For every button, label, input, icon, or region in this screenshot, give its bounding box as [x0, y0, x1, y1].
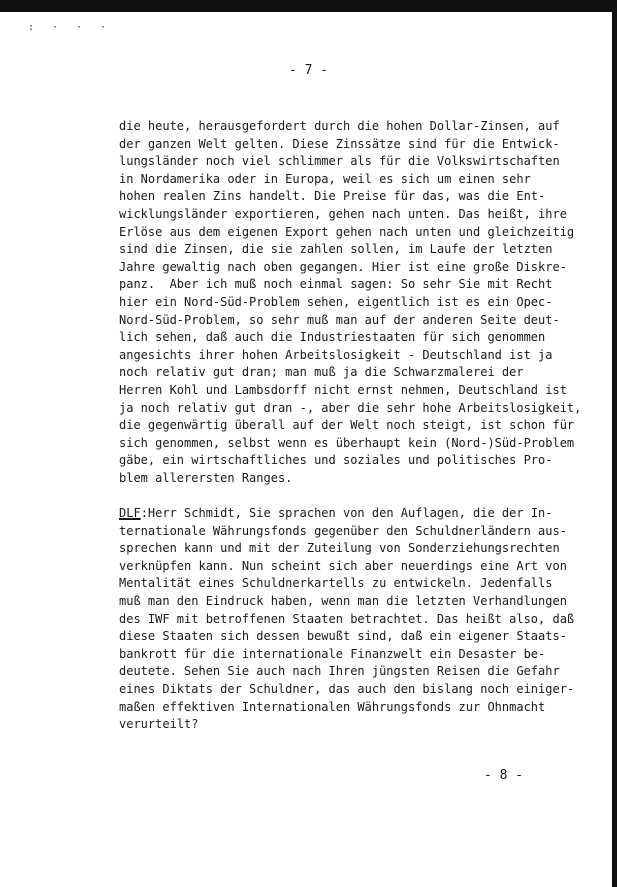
text-line: die gegenwärtig überall auf der Welt noch steigt, ist schon für	[119, 418, 575, 433]
text-line: ternationale Währungsfonds gegenüber den Schuldnerländern aus-	[119, 523, 567, 538]
text-line: Nord-Süd-Problem, so sehr muß man auf der anderen Seite deut-	[119, 312, 560, 327]
text-line: Herren Kohl und Lambsdorff nicht ernst nehmen, Deutschland ist	[119, 382, 567, 397]
text-line: hier ein Nord-Süd-Problem sehen, eigentlich ist es ein Opec-	[119, 294, 553, 309]
text-line: sich genommen, selbst wenn es überhaupt kein (Nord-)Süd-Problem	[119, 435, 575, 450]
text-line: diese Staaten sich dessen bewußt sind, daß ein eigener Staats-	[119, 629, 567, 644]
text-line: verurteilt?	[119, 717, 199, 732]
speaker-label: DLF	[119, 506, 141, 520]
text-line: lich sehen, daß auch die Industriestaaten für sich genommen	[119, 330, 546, 345]
text-line: noch relativ gut dran; man muß ja die Schwarzmalerei der	[119, 365, 524, 380]
text-line: die heute, herausgefordert durch die hohen Dollar-Zinsen, auf	[119, 119, 560, 133]
text-line: des IWF mit betroffenen Staaten betrachtet. Das heißt also, daß	[119, 611, 575, 626]
text-line: ja noch relativ gut dran -, aber die sehr hohe Arbeitslosigkeit,	[119, 400, 582, 415]
text-line: maßen effektiven Internationalen Währungsfonds zur Ohnmacht	[119, 699, 546, 714]
text-line: deutete. Sehen Sie auch nach Ihren jüngsten Reisen die Gefahr	[119, 664, 560, 679]
text-line: Mentalität eines Schuldnerkartells zu entwickeln. Jedenfalls	[119, 576, 553, 591]
text-line: bankrott für die internationale Finanzwelt ein Desaster be-	[119, 646, 546, 661]
paragraph-question	[119, 505, 579, 734]
text-line: lungsländer noch viel schlimmer als für die Volkswirtschaften	[119, 154, 560, 169]
next-page-marker: - 8 -	[484, 768, 524, 783]
text-line: wicklungsländer exportieren, gehen nach unten. Das heißt, ihre	[119, 206, 567, 221]
text-line: blem allerersten Ranges.	[119, 470, 293, 485]
text-line: eines Diktats der Schuldner, das auch den bislang noch einiger-	[119, 681, 575, 696]
text-line: angesichts ihrer hohen Arbeitslosigkeit - Deutschland ist ja	[119, 347, 553, 362]
text-line: sprechen kann und mit der Zuteilung von Sonderziehungsrechten	[119, 541, 560, 556]
paragraph-answer	[119, 118, 582, 487]
scan-border-right	[612, 0, 617, 887]
text-line-rest: :Herr Schmidt, Sie sprachen von den Auflagen, die der In-	[140, 506, 553, 520]
text-line: hohen realen Zins handelt. Die Preise für das, was die Ent-	[119, 189, 546, 204]
text-line: Erlöse aus dem eigenen Export gehen nach unten und gleichzeitig	[119, 224, 575, 239]
scan-border-top	[0, 0, 617, 12]
corner-marks: : · · ·	[28, 22, 113, 33]
text-line: verknüpfen kann. Nun scheint sich aber neuerdings eine Art von	[119, 558, 567, 573]
text-line: Jahre gewaltig nach oben gegangen. Hier ist eine große Diskre-	[119, 259, 567, 274]
text-line: gäbe, ein wirtschaftliches und soziales und politisches Pro-	[119, 453, 553, 468]
text-line: der ganzen Welt gelten. Diese Zinssätze sind für die Entwick-	[119, 136, 560, 151]
page-number: - 7 -	[288, 63, 329, 78]
text-line	[119, 505, 579, 523]
text-line: in Nordamerika oder in Europa, weil es sich um einen sehr	[119, 171, 531, 186]
text-line: panz. Aber ich muß noch einmal sagen: So sehr Sie mit Recht	[119, 277, 553, 292]
text-line: sind die Zinsen, die sie zahlen sollen, im Laufe der letzten	[119, 242, 553, 257]
text-line: muß man den Eindruck haben, wenn man die letzten Verhandlungen	[119, 593, 567, 608]
